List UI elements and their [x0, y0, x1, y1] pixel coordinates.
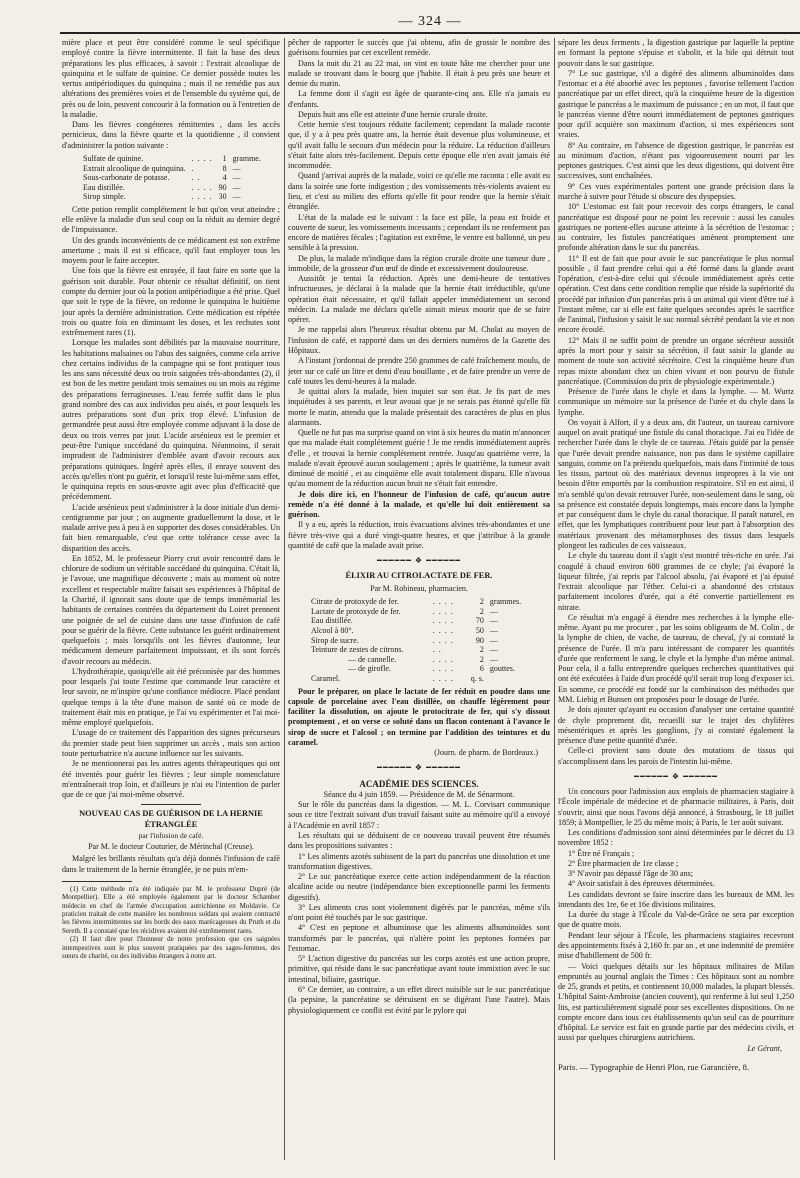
paragraph: Malgré les brillants résultats qu'a déjà donnés l'infusion de café dans le traitement de la hernie étranglée, je ne puis m'em-	[62, 854, 280, 874]
quantity: 6	[479, 664, 484, 674]
list-item: 2° Être pharmacien de 1re classe ;	[568, 858, 679, 868]
header-rule	[60, 32, 800, 34]
paragraph: 12° Mais il ne suffit point de prendre un organe sécréteur aussitôt après la mort pour y saisir sa sécrétion, il faut saisir la glande au moment de toute son activité sécrétoire. C'est la cinquième heure d'un repas mixte abondant chez un chien vivant et non pourvu de fistule pancréatique. (Commission du prix de physiologie expérimentale.)	[558, 335, 794, 386]
paragraph: Pendant leur séjour à l'École, les pharmaciens stagiaires recevront des appointements fixés à 2,160 fr. par an , et une indemnité de première mise d'habillement de 500 fr.	[558, 930, 794, 961]
paragraph: Les résultats qui se déduisent de ce nouveau travail peuvent être résumés dans les propositions suivantes :	[288, 831, 550, 851]
ingredient: Caramel.	[311, 674, 341, 684]
paragraph: Il y a eu, après la réduction, trois évacuations alvines très-abondantes et une fièvre très-vive qui a duré vingt-quatre heures, et que j'attribue à la grande quantité de café que la malade avait prise.	[288, 520, 550, 551]
paragraph: Lorsque les malades sont débilités par la mauvaise nourriture, les habitations malsaines ou l'abus des saignées, comme cela arrive chez certains individus de la campagne qui se font pratiquer tous les ans sans nécessité deux ou trois saignées très-abondantes (2), il est bon de les mettre pendant trois semaines ou un mois au régime des préparations ferrugineuses. L'eau ferrée suffit dans le plus grand nombre des cas aux individus peu aisés, et pour lesquels les autres préparations sont d'un prix trop élevé. L'infusion de germandrée peut aussi être employée comme adjuvant à la dose de deux ou trois verres par jour. L'acide arsénieux est le premier et peut-être l'unique succédané du quinquina. Néanmoins, il serait imprudent de l'administrer d'emblée avant d'avoir recours aux préparations quiniques. Ingéré après elles, il enraye souvent des accès qu'elles n'ont pu guérir, et lorsqu'il reste lui-même sans effet, le quinquina repris en sous-œuvre agit avec plus d'efficacité que précédemment.	[62, 338, 280, 502]
paragraph: 6° Ce dernier, au contraire, a un effet direct nuisible sur le suc pancréatique (la pepsine, la pancréatine se détruisent en se digérant l'une l'autre). Mais physiologiquement ce conflit est évité par le pylore qui	[288, 984, 550, 1015]
recipe-row: Eau distillée. . . . . 90 —	[80, 183, 264, 193]
recipe-row: Sulfate de quinine. . . . . 1 gramme.	[80, 154, 264, 164]
quantity: 2	[479, 645, 484, 655]
unit: —	[489, 606, 498, 616]
list-item: 4° Avoir satisfait à des épreuves déterminées.	[568, 879, 715, 889]
paragraph: mière place et peut être considéré comme le seul spécifique employé contre la fièvre intermittente. Il fait la base des deux préparations les plus efficaces, à savoir : l'extrait alcoolique de quinquina et le sulfate de quinine. Ce dernier possède toutes les vertus antipériodiques du quinquina ; mais il ne remédie pas aux altérations des premières voies et de l'ensemble du système qui, de près ou de loin, peuvent concourir à la formation ou à l'entretien de la maladie.	[62, 38, 280, 119]
paragraph: — Voici quelques détails sur les hôpitaux militaires de Milan empruntés au journal anglais the Times : Ces hôpitaux sont au nombre de 25, grands et petits, et contiennent 10,000 malades, la plupart blessés. L'hôpital Saint-Ambroise (ancien couvent), qui renferme à lui seul 1,250 lits, est particulièrement signalé pour ses excellentes dispositions. On ne compte encore dans tous ces établissements qu'un seul cas de pourriture d'hôpital. Le service est fait en grande partie par des médecins civils, et aussi par quelques chirurgiens autrichiens.	[558, 961, 794, 1043]
list-item: 3° N'avoir pas dépassé l'âge de 30 ans;	[568, 869, 694, 879]
recipe-table	[308, 597, 533, 683]
article-title: NOUVEAU CAS DE GUÉRISON DE LA HERNIE ÉTRANGLÉE	[79, 809, 263, 829]
paragraph: Le chyle du taureau dont il s'agit s'est montré très-riche en urée. J'ai coagulé à chaud environ 600 grammes de ce chyle; j'ai évaporé la liqueur filtrée, j'ai repris par l'alcool absolu, j'ai évaporé et j'ai épuisé l'extrait alcoolique par l'éther. Celui-ci a abandonné des cristaux parfaitement incolores d'urée, qui a été convertie partiellement en nitrate.	[558, 551, 794, 612]
paragraph: 8° Au contraire, en l'absence de digestion gastrique, le pancréas est au minimum d'action, n'étant pas vigoureusement nourri par les peptones gastriques. C'est ainsi que les deux digestions, qui doivent être successives, sont enchaînées.	[558, 140, 794, 181]
unit: —	[232, 192, 241, 202]
paragraph: sépare les deux ferments , la digestion gastrique par laquelle la peptine en formant la peptone s'épuise et s'abolit, et la bile qui détruit tout pouvoir dans le suc gastrique.	[558, 38, 794, 68]
recipe-row: Lactate de protoxyde de fer. . . . . 2 —	[308, 607, 533, 617]
quantity: 90	[218, 182, 227, 192]
unit: —	[232, 182, 241, 192]
ingredient: Lactate de protoxyde de fer.	[311, 606, 401, 616]
recipe-row: Eau distillée. . . . . 70 —	[308, 616, 533, 626]
recipe-row: Citrate de protoxyde de fer. . . . . 2 grammes.	[308, 597, 533, 607]
quantity: 30	[218, 192, 227, 202]
column-1	[62, 38, 280, 1160]
ingredient: Citrate de protoxyde de fer.	[311, 597, 399, 607]
footnote: (1) Cette méthode m'a été indiquée par M. le professeur Dupré (de Montpellier). Elle a été employée également par le docteur Schænber médecin en chef de l'armée d'occupation autrichienne en Moldavie. Ce praticien traitait de cette manière les nombreux soldats qui avaient contracté les fièvres intermittentes sur les bords des eaux marécageuses du Pruth et du Sereth. Il a constaté que les récidives avaient été extrêmement rares.	[62, 884, 280, 935]
recipe-row: — de cannelle. . . . . 2 —	[308, 655, 533, 665]
paragraph: Cette hernie s'est toujours réduite facilement; cependant la malade raconte que, il y a à peu près quatre ans, la hernie était devenue plus volumineuse, et qu'il avait fallu le secours d'un médecin pour la réduire. La réduction d'ailleurs s'était faite alors très-facilement. Depuis cette époque elle n'en avait jamais été incommodée.	[288, 120, 550, 171]
paragraph: 2° Le suc pancréatique exerce cette action indépendamment de la réaction alcaline acide ou neutre (indépendance bien exceptionnelle parmi les ferments digestifs).	[288, 872, 550, 902]
quantity: 70	[475, 616, 484, 626]
paragraph: Je me rappelai alors l'heureux résultat obtenu par M. Cholat au moyen de l'infusion de café, et rapporté dans un des derniers numéros de la Gazette des Hôpitaux.	[288, 325, 550, 355]
printer-line: Paris. — Typographie de Henri Plon, rue Garancière, 8.	[558, 1061, 750, 1072]
recipe-row: Sous-carbonate de potasse. . . 4 —	[80, 173, 264, 183]
unit: grammes.	[489, 597, 522, 607]
paragraph: 9° Ces vues expérimentales portent une grande précision dans la marche à suivre pour l'étude si obscure des dyspepsies.	[558, 181, 794, 201]
article-byline: Par M. Robineau, pharmacien.	[370, 584, 468, 594]
recipe-row: Teinture de zestes de citrons. . . 2 —	[308, 645, 533, 655]
footnotes	[62, 881, 280, 961]
recipe-row: Sirop simple. . . . . 30 —	[80, 192, 264, 202]
paragraph: Un des grands inconvénients de ce médicament est son extrême amertume ; mais il est si efficace, qu'il faut employer tous les moyens pour le faire accepter.	[62, 235, 280, 266]
recipe-row: Sirop de sucre. . . . . 90 —	[308, 636, 533, 646]
paragraph: 7° Le suc gastrique, s'il a digéré des aliments albuminoïdes dans l'estomac et a été absorbé avec les peptones , favorise tellement l'action pancréatique par un effet direct, qu'à la cinquième heure de la digestion gastrique le pancréas a le maximum de puissance ; en un mot, il faut que le pancréas vienne d'être nourri immédiatement de peptones gastriques pour qu'il acquière son maximum d'action, si mes expériences sont vraies.	[558, 68, 794, 140]
ornament-separator: ━━━━━━ ❖ ━━━━━━	[634, 771, 718, 781]
recipe-row: — de girofle. . . . . 6 gouttes.	[308, 664, 533, 674]
quantity: 90	[475, 635, 484, 645]
paragraph: L'acide arsénieux peut s'administrer à la dose initiale d'un demi-centigramme par jour ; on augmente graduellement la dose, et le malade arrive peu à peu à en supporter des doses considérables. Un fait bien remarquable, c'est que cette tolérance cesse avec la disparition des accès.	[62, 502, 280, 553]
recipe-row: Alcool à 80°. . . . . 50 —	[308, 626, 533, 636]
footnote: (2) Il faut dire pour l'honneur de notre profession que ces saignées intempestives sont le plus souvent pratiquées par des sages-femmes, des sœurs de charité, ou des individus étrangers à notre art.	[62, 935, 280, 960]
paragraph: Je dois dire ici, en l'honneur de l'infusion de café, qu'aucun autre remède n'a été donné à la malade, et qu'elle lui doit entièrement sa guérison.	[288, 489, 550, 520]
paragraph: 3° Les aliments crus sont violemment digérés par le pancréas, même s'ils n'ont point été touchés par le suc gastrique.	[288, 902, 550, 923]
paragraph: Celle-ci provient sans doute des mutations de tissus qui s'accomplissent dans les parois de l'intestin lui-même.	[558, 746, 794, 766]
paragraph: Les conditions d'admission sont ainsi déterminées par le décret du 13 novembre 1852 :	[558, 828, 794, 848]
unit: —	[489, 626, 498, 636]
source-citation: (Journ. de pharm. de Bordeaux.)	[434, 748, 538, 758]
column-divider	[554, 38, 555, 1160]
paragraph: 11° Il est de fait que pour avoir le suc pancréatique le plus normal possible , il faut prendre celui qui a été formé dans la glande avant l'opération, c'est-à-dire celui qui s'écoule immédiatement après cette opération. C'est dans cette condition remplie que réside la supériorité du procédé par infusion d'un pancréas pris à un animal qui vient d'être tué à l'instant même, car si elle est faite quelques secondes après le sacrifice de l'animal, l'infusion y saisit le suc normal sécrété pendant la vie et non encore écoulé.	[558, 253, 794, 335]
list-item: 1° Être né Français ;	[568, 848, 635, 858]
unit: —	[489, 654, 498, 664]
paragraph: A l'instant j'ordonnai de prendre 250 grammes de café fraîchement moulu, de jeter sur ce café un litre et demi d'eau bouillante , et de faire prendre un verre de café toutes les demi-heures à la malade.	[288, 356, 550, 386]
paragraph: En 1852, M. le professeur Piorry crut avoir rencontré dans le chlorure de sodium un véritable succédané du quinquina. C'était là, je l'avoue, une magnifique découverte ; mais au moment où notre excellent et respectable maître faisait ses expériences à l'hôpital de la Charité, il ignorait sans doute que de temps immémorial les habitants de certaines contrées du département du Loiret prennent une poignée de sel de cuisine dans une tasse d'infusion de café pour se guérir de la fièvre. Cette substance les guérit ordinairement quelquefois ; mais lorsqu'ils ont les fièvres d'automne, leur médicament demeure parfaitement impuissant, et ils sont forcés d'avoir recours au médecin.	[62, 553, 280, 666]
paragraph: Pour le préparer, on place le lactate de fer réduit en poudre dans une capsule de porcelaine avec l'eau distillée, on chauffe légèrement pour faciliter la dissolution, on ajoute le protocitrate de fer, qui s'y dissout promptement , et on verse ce soluté dans un flacon contenant à l'avance le sirop de sucre et l'alcool ; on termine par l'addition des teintures et du caramel.	[288, 686, 550, 747]
paragraph: Ce résultat m'a engagé à étendre mes recherches à la lymphe elle-même. Ayant pu me procurer , par les soins obligeants de M. Colin , de la lymphe de chien, de vache, de taureau, de cheval, j'y ai constaté la présence de l'urée. Il m'a paru intéressant de comparer les quantités d'urée que renferment le sang, le chyle et la lymphe d'un même animal. Pour cela, il a fallu entreprendre quelques recherches quantitatives qui ont été exécutées à l'aide d'un procédé qu'il serait trop long d'exposer ici. En somme, ce procédé est fondé sur la combinaison des méthodes que MM. Liebig et Bunsen ont proposées pour le dosage de l'urée.	[558, 612, 794, 704]
paragraph: L'hydrothérapie, quoiqu'elle ait été préconisée par des hommes pour lesquels j'ai toute l'estime que commande leur caractère et leur savoir, ne m'inspire qu'une confiance médiocre. Placé pendant quelque temps à la tête d'une maison de santé où ce mode de traitement était mis en pratique, je l'ai vu expérimenter et l'ai moi-même employé quelquefois.	[62, 666, 280, 728]
recipe-table	[80, 154, 264, 202]
section-separator	[141, 804, 201, 805]
ornament-separator: ━━━━━━ ❖ ━━━━━━	[377, 763, 461, 773]
paragraph: Une fois que la fièvre est enrayée, il faut faire en sorte que la guérison soit durable. Pour obtenir ce résultat définitif, on tient compte du dernier jour où la potion antipériodique a été prise. Quel que soit le type de la fièvre, on redonne le quinquina le huitième jour après la dernière administration. Cette médication est répétée trois ou quatre fois en diminuant les doses, et les rechutes sont extrêmement rares (1).	[62, 266, 280, 338]
paragraph: Je dois ajouter qu'ayant eu occasion d'analyser une certaine quantité de chyle proprement dit, recueilli sur le trajet des chylifères mésentériques et après les ganglions, j'y ai constaté également la présence d'une petite quantité d'urée.	[558, 705, 794, 746]
paragraph: La femme dont il s'agit est âgée de quarante-cinq ans. Elle n'a jamais eu d'enfants.	[288, 89, 550, 109]
column-2	[288, 38, 550, 1160]
quantity: 2	[479, 654, 484, 664]
paragraph: Aussitôt je tentai la réduction. Après une demi-heure de tentatives infructueuses, je déclarai à la malade que la hernie était irréductible, qu'une opération était nécessaire, et qu'il fallait appeler immédiatement un second médecin. La malade me déclara qu'elle aimait mieux mourir que de se faire opérer.	[288, 274, 550, 325]
paragraph: Présence de l'urée dans le chyle et dans la lymphe. — M. Wurtz communique un mémoire sur la présence de l'urée et du chyle dans la lymphe.	[558, 387, 794, 417]
paragraph: Depuis huit ans elle est atteinte d'une hernie crurale droite.	[298, 109, 488, 119]
paragraph: Je quittai alors la malade, bien inquiet sur son état. Je fis part de mes inquiétudes à ses parents, et leur avouai que je ne serais pas étonné qu'elle fût morte le matin, attendu que la malade présentait des caractères de plus en plus alarmants.	[288, 387, 550, 427]
ingredient: Sulfate de quinine.	[83, 153, 144, 163]
ingredient: Alcool à 80°.	[311, 626, 354, 636]
quantity: 2	[479, 606, 484, 616]
quantity: 8	[222, 163, 227, 173]
paragraph: Quelle ne fut pas ma surprise quand on vint à six heures du matin m'annoncer que ma malade était complétement guérie ! Je me rendis immédiatement auprès d'elle , et trouvai la hernie complétement rentrée. Jusqu'au quatrième verre, la malade n'avait éprouvé aucun soulagement ; après le quatrième, la tumeur avait diminué de moitié , et au cinquième elle avait totalement disparu. Elle n'avoua qu'au moment de la réduction aucun bruit ne s'était fait entendre.	[288, 428, 550, 489]
ingredient: Extrait alcoolique de quinquina.	[83, 163, 186, 173]
unit: —	[489, 645, 498, 655]
paragraph: Dans la nuit du 21 au 22 mai, on vint en toute hâte me chercher pour une malade se trouvant dans le bourg que j'habite. Il était à peu près une heure et demie du matin.	[288, 58, 550, 89]
paragraph: De plus, la malade m'indique dans la région crurale droite une tumeur dure , immobile, de la grosseur d'un œuf de dinde et excessivement douloureuse.	[288, 253, 550, 273]
column-3	[558, 38, 794, 1160]
paragraph: 1° Les aliments azotés subissent de la part du pancréas une dissolution et une transformation digestives.	[288, 851, 550, 871]
quantity: 2	[479, 597, 484, 607]
article-subtitle: par l'infusion de café.	[138, 830, 204, 840]
paragraph: On voyait à Alfort, il y a deux ans, dit l'auteur, un taureau carnivore auquel on avait pratiqué une fistule du canal thoracique. J'ai eu l'idée de rechercher l'urée dans le chyle de ce taureau. J'étais guidé par la pensée que l'urée devait prendre naissance, non pas dans le système capillaire sanguin, comme on l'a prétendu quelquefois, mais dans l'intimité de tous les tissus, partout où des matériaux devenus impropres à la vie ont besoin d'être emportés par la combustion respiratoire. S'il en est ainsi, il m'a semblé qu'on devait retrouver l'urée, non-seulement dans le sang, où sa présence est constatée depuis longtemps, mais encore dans la lymphe et par conséquent dans le chyle du canal thoracique. Il paraît naturel, en effet, que les lymphatiques contribuent pour leur part à l'absorption des matériaux provenant des métamorphoses des tissus dans lesquels plongent les radicules de ces vaisseaux.	[558, 417, 794, 551]
paragraph: 5° L'action digestive du pancréas sur les corps azotés est une action propre, primitive, qui réside dans le suc pancréatique avant toute immixtion avec le suc intestinal, biliaire, gastrique.	[288, 954, 550, 984]
ingredient: Sirop de sucre.	[311, 635, 359, 645]
quantity: 50	[475, 626, 484, 636]
ornament-separator: ━━━━━━ ❖ ━━━━━━	[377, 556, 461, 566]
paragraph: Sur le rôle du pancréas dans la digestion. — M. L. Corvisart communique sous ce titre l'extrait suivant d'un travail faisant suite au mémoire qu'il a envoyé à l'Académie en avril 1857 :	[288, 800, 550, 830]
paragraph: 4° C'est en peptone et albuminose que les aliments albuminoïdes sont transformés par le pancréas, qui n'altère point les peptones formées par l'estomac.	[288, 923, 550, 953]
paragraph: Les candidats devront se faire inscrire dans les bureaux de MM. les intendants des 1re, 6e et 16e divisions militaires.	[558, 889, 794, 909]
paragraph: Dans les fièvres congéneres rémittentes , dans les accès pernicieux, dans la fièvre quarte et la quotidienne , il convient d'administrer la potion suivante :	[62, 120, 280, 150]
page-number: — 324 —	[398, 14, 462, 29]
paragraph: Quand j'arrivai auprès de la malade, voici ce qu'elle me raconta : elle avait eu dans la soirée une forte indigestion ; des vomissements très-violents avaient eu lieu, et c'est au milieu des efforts qu'elle fit pour rendre que la hernie s'était étranglée.	[288, 171, 550, 212]
recipe-row: Extrait alcoolique de quinquina. . 8 —	[80, 164, 264, 174]
quantity: 1	[222, 153, 227, 163]
unit: —	[489, 635, 498, 645]
ingredient: — de girofle.	[348, 664, 391, 674]
footnote-rule	[62, 881, 132, 882]
ingredient: Eau distillée.	[83, 182, 125, 192]
paragraph: Un concours pour l'admission aux emplois de pharmacien stagiaire à l'École impériale de médecine et de pharmacie militaires, à Paris, doit s'ouvrir, ainsi que nous l'avons déjà annoncé, à Strasbourg, le 18 juillet 1859; à Montpellier, le 25 du même mois; à Paris, le 1er août suivant.	[558, 787, 794, 827]
ingredient: Teinture de zestes de citrons.	[311, 645, 404, 655]
unit: —	[232, 163, 241, 173]
paragraph: Cette potion remplit complétement le but qu'on veut atteindre ; elle enlève la maladie d'un seul coup ou la réduit au dernier degré de l'impuissance.	[62, 204, 280, 235]
paragraph: pêcher de rapporter le succès que j'ai obtenu, afin de grossir le nombre des guérisons fournies par cet excellent remède.	[288, 38, 550, 58]
ingredient: Sous-carbonate de potasse.	[83, 173, 170, 183]
recipe-row: Caramel. . . . . q. s.	[308, 674, 533, 684]
unit	[487, 674, 533, 684]
ingredient: Sirop simple.	[83, 192, 126, 202]
ingredient: — de cannelle.	[348, 654, 397, 664]
column-divider	[284, 38, 285, 1160]
paragraph: La durée du stage à l'École du Val-de-Grâce ne sera par exception que de quatre mois.	[558, 910, 794, 930]
quantity: q. s.	[470, 674, 484, 684]
section-title: ACADÉMIE DES SCIENCES.	[359, 778, 479, 789]
unit: gramme.	[232, 153, 261, 163]
paragraph: 10° L'estomac est fait pour recevoir des corps étrangers, le canal pancréatique est disposé pour ne point les recevoir : aussi les canules gastriques ne portent-elles aucune atteinte à la sécrétion de l'estomac ; au contraire, les fistules pancréatiques amènent promptement une profonde altération dans le suc du pancréas.	[558, 202, 794, 253]
unit: —	[232, 173, 241, 183]
paragraph: L'usage de ce traitement dès l'apparition des signes précurseurs du premier stade peut bien supprimer un accès , mais son action toute perturbatrice n'a aucune influence sur les suivants.	[62, 728, 280, 758]
paragraph: L'état de la malade est le suivant : la face est pâle, la peau est froide et couverte de sueur, les vomissements incessants ; cependant ils ne renferment pas encore de matières fécales ; l'agitation est extrême, le ventre est ballonné, un peu sensible à la pression.	[288, 212, 550, 253]
signature: Le Gérant,	[747, 1043, 782, 1053]
article-byline: Par M. le docteur Couturier, de Mérinchal (Creuse).	[88, 842, 254, 852]
unit: —	[489, 616, 498, 626]
unit: gouttes.	[489, 664, 515, 674]
ingredient: Eau distillée.	[311, 616, 353, 626]
session-line: Séance du 4 juin 1859. — Présidence de M. de Sénarmont.	[323, 789, 515, 799]
article-title: ÉLIXIR AU CITROLACTATE DE FER.	[345, 571, 493, 581]
quantity: 4	[222, 173, 227, 183]
paragraph: Je ne mentionnerai pas les autres agents thérapeutiques qui ont été inventés pour guérir les fièvres ; leur simple nomenclature m'entraînerait trop loin, et d'ailleurs je n'ai eu l'intention de parler que de ce que j'ai moi-même observé.	[62, 759, 280, 800]
